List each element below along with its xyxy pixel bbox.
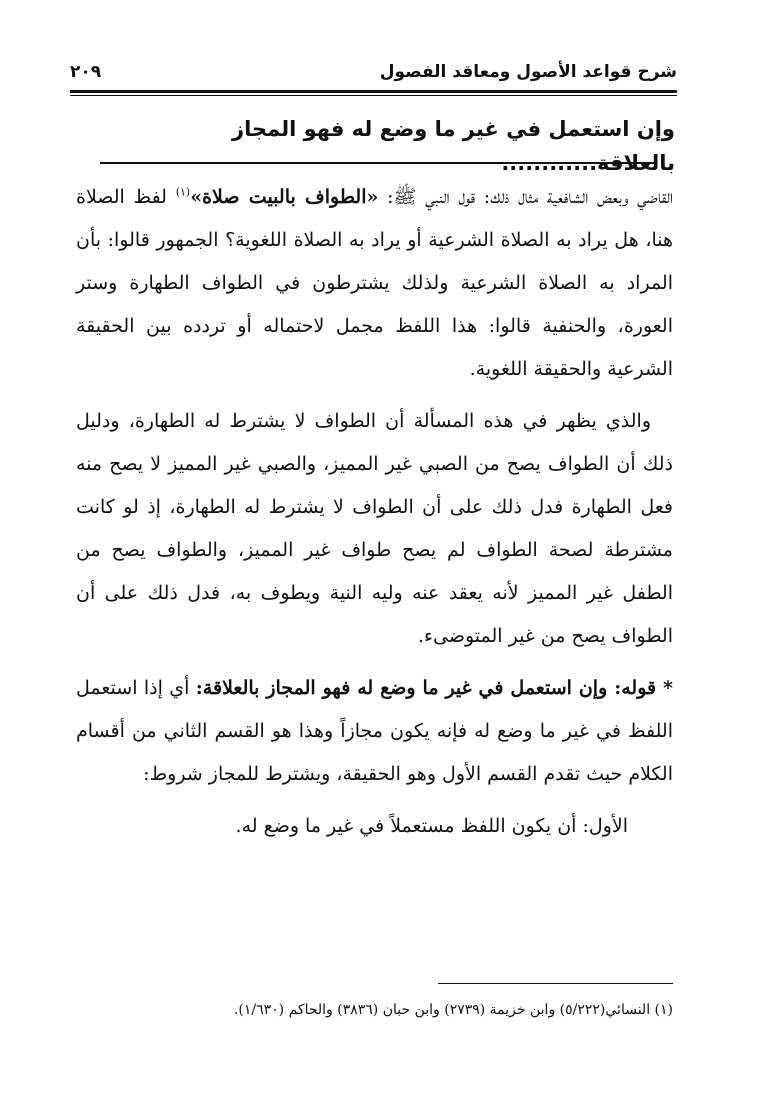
footnote-marker[interactable]: (١) bbox=[175, 185, 191, 199]
quoted-matn: * قوله: وإن استعمل في غير ما وضع له فهو المجاز بالعلاقة: bbox=[195, 677, 673, 699]
header-rule-thin bbox=[70, 95, 677, 96]
header-rule-thick bbox=[70, 90, 677, 93]
matn-text: وإن استعمل في غير ما وضع له فهو المجاز بالعلاقة............ bbox=[232, 117, 675, 175]
footnote-divider bbox=[438, 983, 673, 984]
p1-rest: لفظ الصلاة هنا، هل يراد به الصلاة الشرعية أو يراد به الصلاة اللغوية؟ الجمهور قالوا: بأن المراد به الصلاة الشرعية ولذلك يشترطون في الطواف الطهارة وستر العورة، والحنفية قالوا: هذا اللفظ مجمل لاحتماله أو تردده بين الحقيقة الشرعية والحقيقة اللغوية. bbox=[76, 186, 673, 380]
matn-divider bbox=[100, 162, 657, 164]
hadith-quote: «الطواف بالبيت صلاة» bbox=[190, 186, 379, 208]
paragraph-1 bbox=[76, 176, 673, 391]
paragraph-2: والذي يظهر في هذه المسألة أن الطواف لا يشترط له الطهارة، ودليل ذلك أن الطواف يصح من الصبي غير المميز، والصبي غير المميز لا يصح منه فعل الطهارة فدل ذلك على أن الطواف لا يشترط له الطهارة، إذ لو كانت مشترطة لصحة الطواف لم يصح طواف غير المميز، والطواف يصح من الطفل غير المميز لأنه يعقد عنه وليه النية ويطوف به، فدل ذلك على أن الطواف يصح من غير المتوضىء. bbox=[76, 410, 673, 647]
paragraph-3 bbox=[76, 667, 673, 796]
page-number: ٢٠٩ bbox=[70, 62, 102, 82]
footnote: (١) النسائي(٥/٢٢٢) وابن خزيمة (٢٧٣٩) وابن حبان (٣٨٣٦) والحاكم (١/٦٣٠). bbox=[233, 1002, 673, 1018]
running-title: شرح قواعد الأصول ومعاقد الفصول bbox=[379, 62, 677, 82]
p1-prefix: القاضي وبعض الشافعية مثال ذلك: قول النبي ﷺ: bbox=[378, 186, 673, 208]
paragraph-4: الأول: أن يكون اللفظ مستعملاً في غير ما وضع له. bbox=[235, 815, 628, 837]
p3-rest: أي إذا استعمل اللفظ في غير ما وضع له فإنه يكون مجازاً وهذا هو القسم الثاني من أقسام الكلام حيث تقدم القسم الأول وهو الحقيقة، ويشترط للمجاز شروط: bbox=[76, 677, 673, 785]
commentary-body bbox=[76, 176, 673, 857]
page-header bbox=[70, 58, 677, 86]
